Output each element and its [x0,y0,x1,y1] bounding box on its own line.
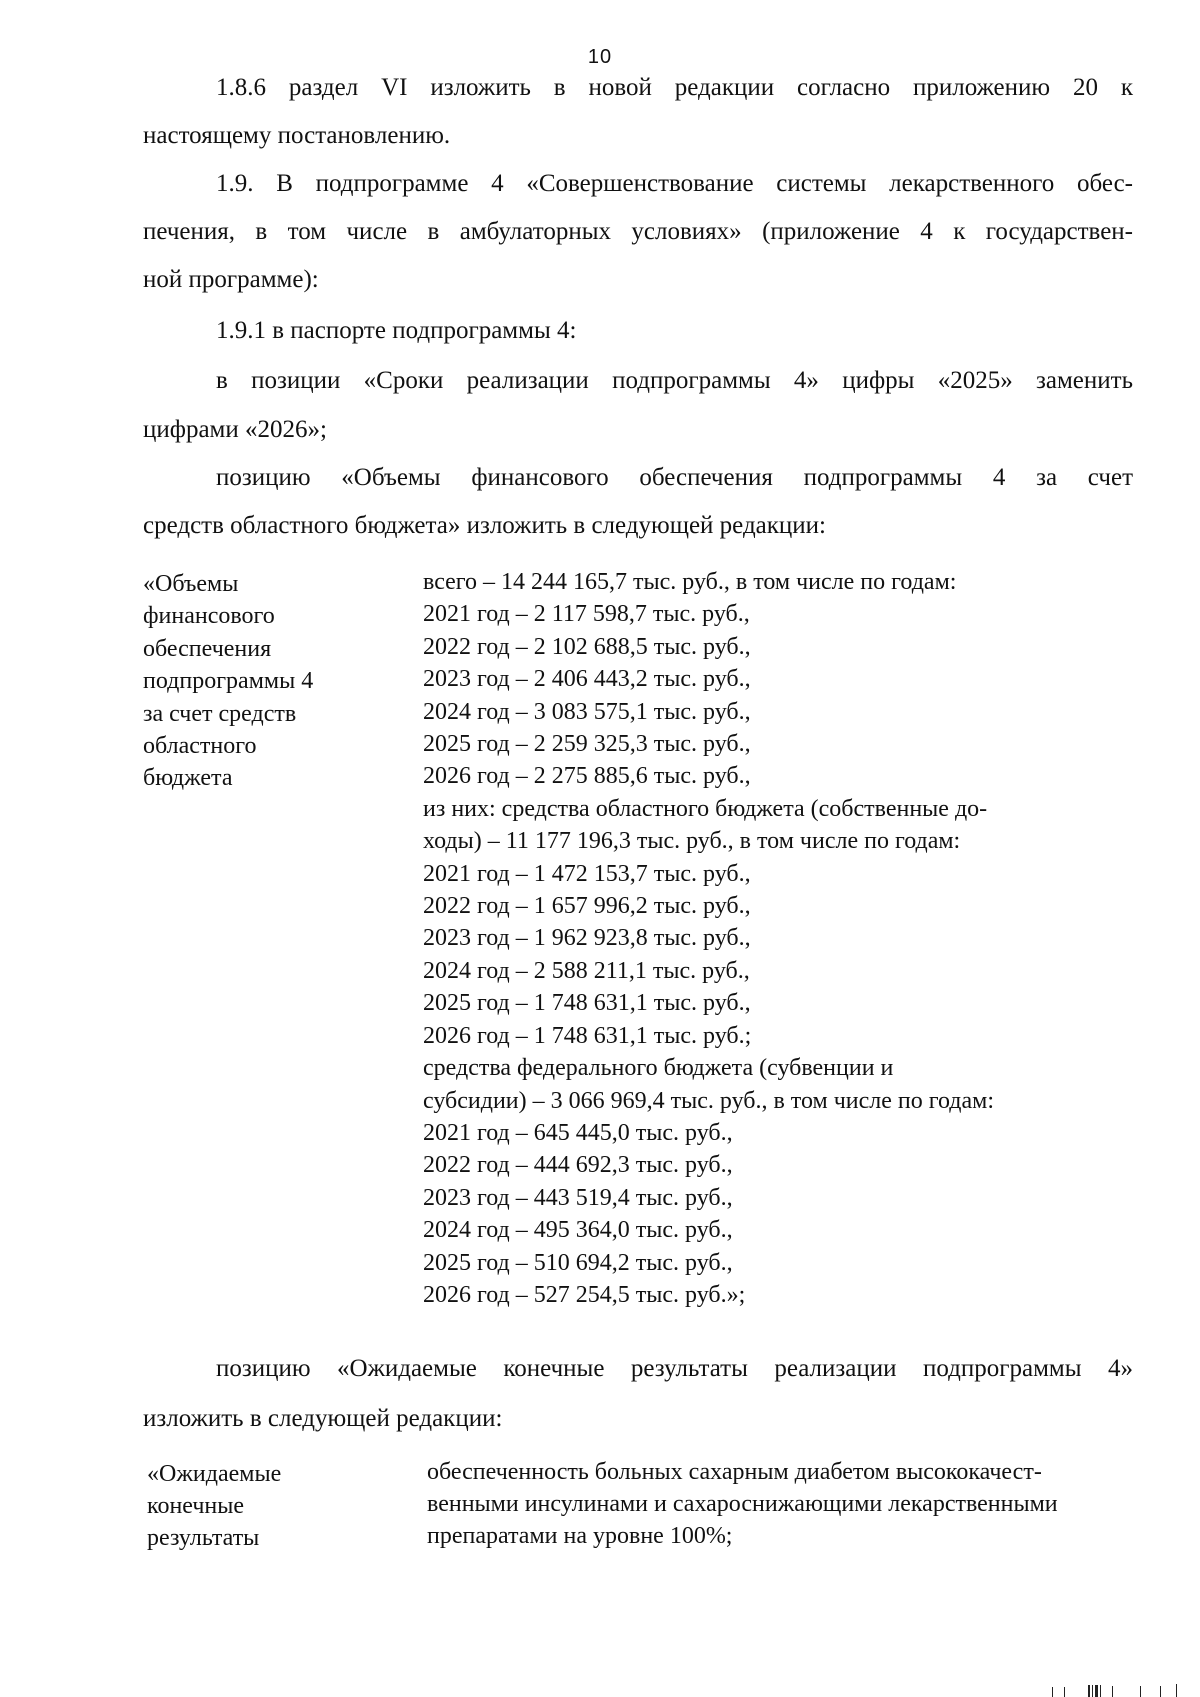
finance-line: средства федерального бюджета (субвенции и [423,1055,894,1082]
finance-label-line: бюджета [143,765,233,792]
results-label-line: «Ожидаемые [147,1461,282,1487]
finance-label-line: областного [143,733,257,760]
finance-block-values [423,566,1143,1311]
finance-label-line: обеспечения [143,635,272,662]
finance-block-label [143,568,373,795]
paragraph-results-line-1: позицию «Ожидаемые конечные результаты реализации подпрограммы 4» [216,1355,1133,1382]
paragraph-1-9-1: 1.9.1 в паспорте подпрограммы 4: [216,317,577,344]
results-label-line: результаты [147,1525,260,1551]
paragraph-1-8-6-line-2: настоящему постановлению. [143,122,451,149]
finance-label-line: «Объемы [143,571,239,597]
finance-line: 2022 год – 1 657 996,2 тыс. руб., [423,893,751,920]
paragraph-1-9-line-2: печения, в том числе в амбулаторных условиях» (приложение 4 к государствен- [143,218,1133,245]
results-block-values [427,1456,1172,1552]
finance-line: субсидии) – 3 066 969,4 тыс. руб., в том числе по годам: [423,1087,995,1114]
finance-line: 2025 год – 1 748 631,1 тыс. руб., [423,990,751,1017]
finance-line: 2024 год – 2 588 211,1 тыс. руб., [423,957,750,984]
results-line: венными инсулинами и сахароснижающими лекарственными [427,1491,1058,1517]
paragraph-terms-line-2: цифрами «2026»; [143,416,327,443]
finance-line: 2023 год – 1 962 923,8 тыс. руб., [423,925,751,952]
paragraph-1-8-6-line-1: 1.8.6 раздел VI изложить в новой редакции согласно приложению 20 к [216,74,1133,101]
finance-line: 2026 год – 1 748 631,1 тыс. руб.; [423,1022,752,1049]
results-label-line: конечные [147,1493,245,1519]
scan-barcode-marks [1050,1684,1180,1697]
finance-line: 2023 год – 2 406 443,2 тыс. руб., [423,666,751,693]
paragraph-1-9-line-1: 1.9. В подпрограмме 4 «Совершенствование системы лекарственного обес- [216,170,1133,197]
finance-line: 2022 год – 2 102 688,5 тыс. руб., [423,633,751,660]
finance-line: ходы) – 11 177 196,3 тыс. руб., в том числе по годам: [423,828,961,855]
finance-line: 2023 год – 443 519,4 тыс. руб., [423,1184,733,1211]
results-block-label [147,1458,377,1554]
page-number: 10 [587,46,613,68]
results-line: препаратами на уровне 100%; [427,1523,733,1549]
finance-line: 2024 год – 3 083 575,1 тыс. руб., [423,698,751,725]
paragraph-volume-line-2: средств областного бюджета» изложить в следующей редакции: [143,512,826,539]
finance-line: 2021 год – 645 445,0 тыс. руб., [423,1119,733,1146]
finance-line: 2026 год – 2 275 885,6 тыс. руб., [423,763,751,790]
finance-line: 2025 год – 510 694,2 тыс. руб., [423,1249,733,1276]
finance-line: 2021 год – 2 117 598,7 тыс. руб., [423,601,750,628]
finance-line: из них: средства областного бюджета (собственные до- [423,795,988,822]
finance-label-line: за счет средств [143,700,297,727]
finance-line: 2026 год – 527 254,5 тыс. руб.»; [423,1281,746,1308]
finance-label-line: финансового [143,603,275,630]
paragraph-volume-line-1: позицию «Объемы финансового обеспечения подпрограммы 4 за счет [216,464,1133,491]
paragraph-1-9-line-3: ной программе): [143,266,319,293]
finance-line: всего – 14 244 165,7 тыс. руб., в том числе по годам: [423,569,957,595]
paragraph-results-line-2: изложить в следующей редакции: [143,1405,503,1432]
results-line: обеспеченность больных сахарным диабетом высококачест- [427,1459,1042,1485]
finance-label-line: подпрограммы 4 [143,668,314,695]
finance-line: 2022 год – 444 692,3 тыс. руб., [423,1152,733,1179]
finance-line: 2021 год – 1 472 153,7 тыс. руб., [423,860,751,887]
paragraph-terms-line-1: в позиции «Сроки реализации подпрограммы 4» цифры «2025» заменить [216,367,1133,394]
finance-line: 2025 год – 2 259 325,3 тыс. руб., [423,731,751,758]
finance-line: 2024 год – 495 364,0 тыс. руб., [423,1217,733,1244]
